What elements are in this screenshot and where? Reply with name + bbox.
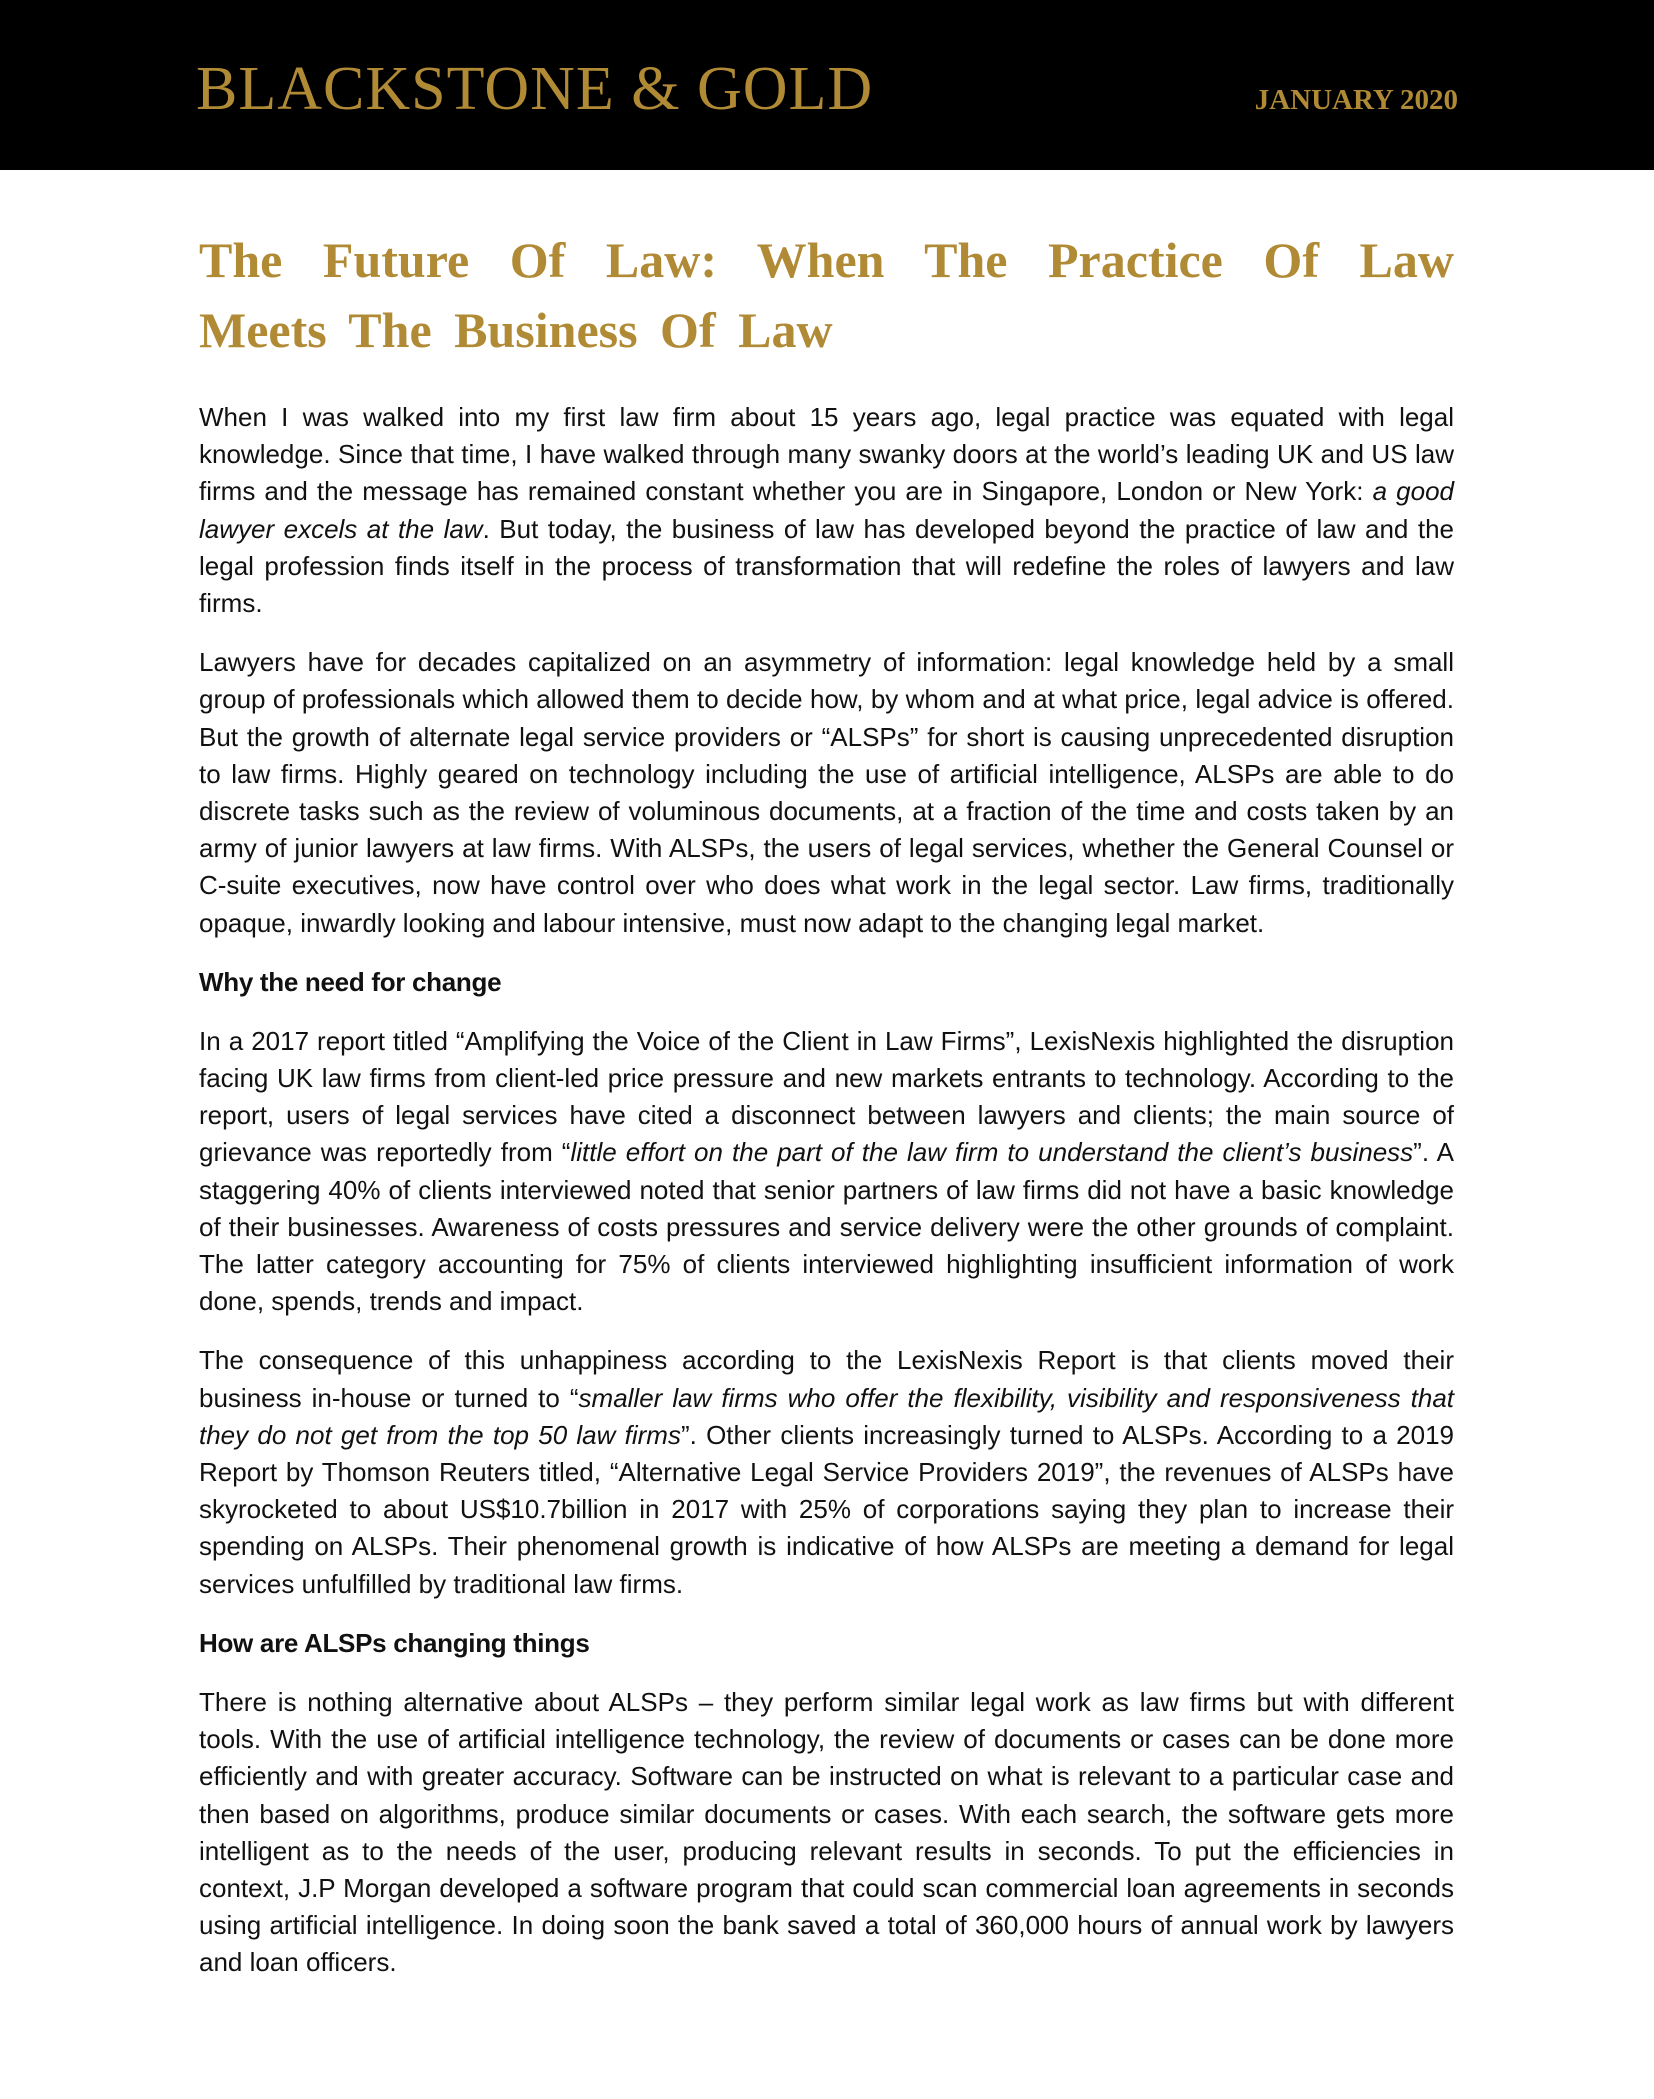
paragraph-1 [199,399,1454,622]
paragraph-4-text-b: ”. Other clients increasingly turned to ALSPs. According to a 2019 Report by Thomson Reuters titled, “Alternative Legal Service Providers 2019”, the revenues of ALSPs have skyrocketed to about US$10.7billion in 2017 with 25% of corporations saying they plan to increase their spending on ALSPs. Their phenomenal growth is indicative of how ALSPs are meeting a demand for legal services unfulfilled by traditional law firms. [199,1419,1454,1599]
brand-logo: BLACKSTONE & GOLD [196,55,874,123]
paragraph-3-text-b: ”. A staggering 40% of clients interviewed noted that senior partners of law firms did not have a basic knowledge of their businesses. Awareness of costs pressures and service delivery were the other grounds of complaint. The latter category accounting for 75% of clients interviewed highlighting insufficient information of work done, spends, trends and impact. [199,1137,1455,1317]
article-title: The Future Of Law: When The Practice Of Law Meets The Business Of Law [199,232,1454,358]
issue-date: JANUARY 2020 [1254,84,1458,116]
paragraph-4 [199,1342,1454,1602]
article [199,225,1454,2004]
paragraph-1-text-b: . But today, the business of law has developed beyond the practice of law and the legal profession finds itself in the process of transformation that will redefine the roles of lawyers and law firms. [199,513,1455,619]
paragraph-4-emphasis: smaller law firms who offer the flexibility, visibility and responsiveness that they do not get from the top 50 law firms [199,1382,1455,1450]
paragraph-3-emphasis: little effort on the part of the law firm to understand the client’s business [570,1137,1414,1168]
paragraph-2: Lawyers have for decades capitalized on an asymmetry of information: legal knowledge held by a small group of professionals which allowed them to decide how, by whom and at what price, legal advice is offered. But the growth of alternate legal service providers or “ALSPs” for short is causing unprecedented disruption to law firms. Highly geared on technology including the use of artificial intelligence, ALSPs are able to do discrete tasks such as the review of voluminous documents, at a fraction of the time and costs taken by an army of junior lawyers at law firms. With ALSPs, the users of legal services, whether the General Counsel or C-suite executives, now have control over who does what work in the legal sector. Law firms, traditionally opaque, inwardly looking and labour intensive, must now adapt to the changing legal market. [199,647,1454,938]
paragraph-1-emphasis: a good lawyer excels at the law [199,476,1454,544]
paragraph-3 [199,1023,1454,1321]
paragraph-4-text-a: The consequence of this unhappiness according to the LexisNexis Report is that clients moved their business in-house or turned to “ [199,1345,1454,1413]
paragraph-1-text-a: When I was walked into my first law firm about 15 years ago, legal practice was equated with legal knowledge. Since that time, I have walked through many swanky doors at the world’s leading UK and US law firms and the message has remained constant whether you are in Singapore, London or New York: [199,402,1454,507]
section-heading-change: Why the need for change [199,966,502,997]
section-heading-alsps: How are ALSPs changing things [199,1627,590,1658]
paragraph-3-text-a: In a 2017 report titled “Amplifying the Voice of the Client in Law Firms”, LexisNexis highlighted the disruption facing UK law firms from client-led price pressure and new markets entrants to technology. According to the report, users of legal services have cited a disconnect between lawyers and clients; the main source of grievance was reportedly from “ [199,1025,1454,1168]
masthead [0,0,1654,170]
paragraph-5: There is nothing alternative about ALSPs – they perform similar legal work as law firms but with different tools. With the use of artificial intelligence technology, the review of documents or cases can be done more efficiently and with greater accuracy. Software can be instructed on what is relevant to a particular case and then based on algorithms, produce similar documents or cases. With each search, the software gets more intelligent as to the needs of the user, producing relevant results in seconds. To put the efficiencies in context, J.P Morgan developed a software program that could scan commercial loan agreements in seconds using artificial intelligence. In doing soon the bank saved a total of 360,000 hours of annual work by lawyers and loan officers. [199,1686,1454,1978]
